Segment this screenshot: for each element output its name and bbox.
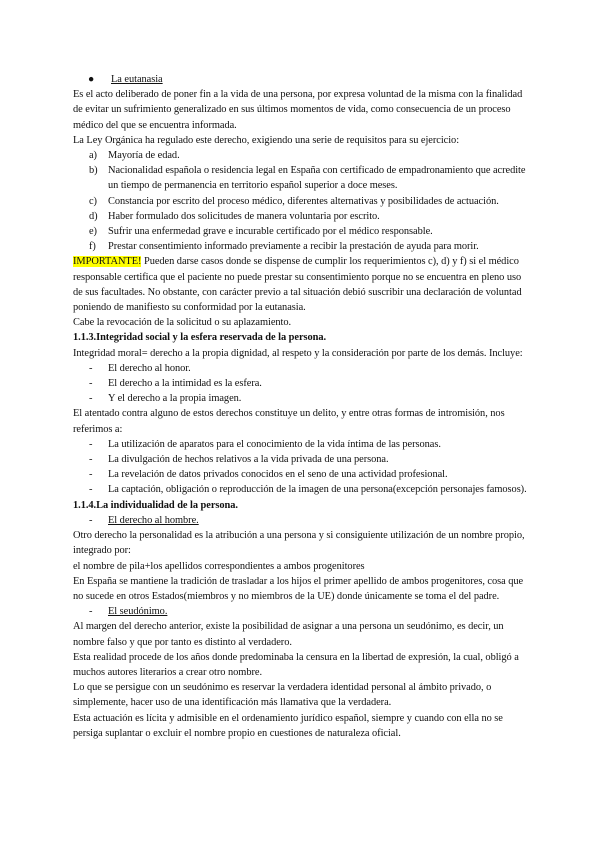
document-page bbox=[73, 72, 528, 741]
list-text: Y el derecho a la propia imagen. bbox=[108, 393, 242, 405]
subheading-text: El seudónimo. bbox=[108, 606, 168, 618]
eutanasia-law-intro: La Ley Orgánica ha regulado este derecho, exigiendo una serie de requisitos para su ejercicio: bbox=[73, 134, 460, 146]
list-text: Prestar consentimiento informado previamente a recibir la prestación de ayuda para morir. bbox=[108, 241, 479, 253]
list-item bbox=[73, 148, 528, 163]
list-text: El derecho al honor. bbox=[108, 362, 191, 374]
seudonimo-definition: Al margen del derecho anterior, existe la posibilidad de asignar a una persona un seudónimo, es decir, un nombre falso y que por tanto es distinto al verdadero. bbox=[73, 621, 504, 648]
list-item bbox=[73, 391, 528, 406]
list-item bbox=[73, 437, 528, 452]
subheading-nombre bbox=[73, 513, 528, 528]
list-item bbox=[73, 239, 528, 254]
list-item bbox=[73, 482, 528, 497]
seudonimo-legality: Esta actuación es lícita y admisible en el ordenamiento jurídico español, siempre y cuando con ella no se persiga suplantar o excluir el nombre propio en cuestiones de naturaleza oficial. bbox=[73, 712, 503, 739]
nombre-tradition: En España se mantiene la tradición de trasladar a los hijos el primer apellido de ambos progenitores, cosa que no sucede en otros Estados(miembros y no miembros de la UE) donde únicamente se toma el del padre. bbox=[73, 575, 524, 602]
list-text: Haber formulado dos solicitudes de manera voluntaria por escrito. bbox=[108, 210, 380, 222]
important-highlight: IMPORTANTE! bbox=[73, 256, 142, 268]
integridad-heading: 1.1.3.Integridad social y la esfera reservada de la persona. bbox=[73, 332, 327, 344]
dash-marker: - bbox=[89, 469, 93, 481]
list-text: Sufrir una enfermedad grave e incurable certificado por el médico responsable. bbox=[108, 226, 433, 238]
list-text: Constancia por escrito del proceso médico, diferentes alternativas y posibilidades de actuación. bbox=[108, 195, 499, 207]
eutanasia-title: La eutanasia bbox=[111, 74, 163, 85]
list-text: La revelación de datos privados conocidos en el seno de una actividad profesional. bbox=[108, 469, 448, 481]
list-item bbox=[73, 361, 528, 376]
revocation-note: Cabe la revocación de la solicitud o su aplazamiento. bbox=[73, 317, 292, 329]
list-text: La divulgación de hechos relativos a la vida privada de una persona. bbox=[108, 454, 389, 466]
list-marker: f) bbox=[89, 241, 96, 253]
individualidad-heading: 1.1.4.La individualidad de la persona. bbox=[73, 499, 238, 511]
dash-marker: - bbox=[89, 362, 93, 374]
list-item bbox=[73, 467, 528, 482]
rights-list bbox=[73, 361, 528, 407]
list-marker: e) bbox=[89, 226, 97, 238]
list-item bbox=[73, 163, 528, 193]
integridad-intro: Integridad moral= derecho a la propia dignidad, al respeto y la consideración por parte de los demás. Incluye: bbox=[73, 347, 523, 359]
important-note bbox=[73, 254, 528, 315]
dash-marker: - bbox=[89, 378, 93, 390]
important-text: Pueden darse casos donde se dispense de cumplir los requerimientos c), d) y f) si el médico responsable certifica que el paciente no puede prestar su consentimiento porque no se encuentra en pleno uso de sus facultades. No obstante, con carácter previo a tal situación debió suscribir una declaración de voluntad poniendo de manifiesto su conformidad por la eutanasia. bbox=[73, 256, 522, 314]
list-text: Nacionalidad española o residencia legal en España con certificado de empadronamiento que acredite un tiempo de permanencia en territorio español superior a doce meses. bbox=[108, 165, 526, 192]
requirements-list bbox=[73, 148, 528, 254]
list-marker: b) bbox=[89, 165, 98, 177]
list-marker: c) bbox=[89, 195, 97, 207]
dash-marker: - bbox=[89, 454, 93, 466]
list-item bbox=[73, 376, 528, 391]
list-item bbox=[73, 224, 528, 239]
eutanasia-definition: Es el acto deliberado de poner fin a la vida de una persona, por expresa voluntad de la misma con la finalidad de evitar un sufrimiento generalizado en sus últimos momentos de vida, como consecuencia de un proceso médico del que se encuentra informada. bbox=[73, 89, 523, 131]
subheading-text: El derecho al hombre. bbox=[108, 514, 199, 526]
nombre-definition: Otro derecho la personalidad es la atribución a una persona y si consiguiente utilización de un nombre propio, integrado por: bbox=[73, 530, 525, 557]
dash-marker: - bbox=[89, 606, 93, 618]
dash-marker: - bbox=[89, 484, 93, 496]
bullet-marker: ● bbox=[88, 74, 95, 85]
list-item bbox=[73, 194, 528, 209]
list-item bbox=[73, 209, 528, 224]
list-text: La utilización de aparatos para el conocimiento de la vida íntima de las personas. bbox=[108, 438, 441, 450]
dash-marker: - bbox=[89, 393, 93, 405]
seudonimo-purpose: Lo que se persigue con un seudónimo es reservar la verdadera identidad personal al ámbito privado, o simplemente, hacer uso de una identificación más llamativa que la verdadera. bbox=[73, 682, 492, 709]
list-marker: a) bbox=[89, 150, 97, 162]
dash-marker: - bbox=[89, 438, 93, 450]
seudonimo-origin: Esta realidad procede de los años donde predominaba la censura en la libertad de expresión, la cual, obligó a muchos autores literarios a crear otro nombre. bbox=[73, 651, 519, 678]
subheading-seudonimo bbox=[73, 604, 528, 619]
integridad-attack: El atentado contra alguno de estos derechos constituye un delito, y entre otras formas de intromisión, nos referimos a: bbox=[73, 408, 505, 435]
list-text: El derecho a la intimidad es la esfera. bbox=[108, 378, 262, 390]
eutanasia-bullet bbox=[73, 72, 528, 87]
list-item bbox=[73, 452, 528, 467]
list-text: Mayoría de edad. bbox=[108, 150, 180, 162]
list-text: La captación, obligación o reproducción de la imagen de una persona(excepción personajes famosos). bbox=[108, 484, 527, 496]
dash-marker: - bbox=[89, 514, 93, 526]
list-marker: d) bbox=[89, 210, 98, 222]
nombre-composition: el nombre de pila+los apellidos correspondientes a ambos progenitores bbox=[73, 560, 365, 572]
intrusions-list bbox=[73, 437, 528, 498]
